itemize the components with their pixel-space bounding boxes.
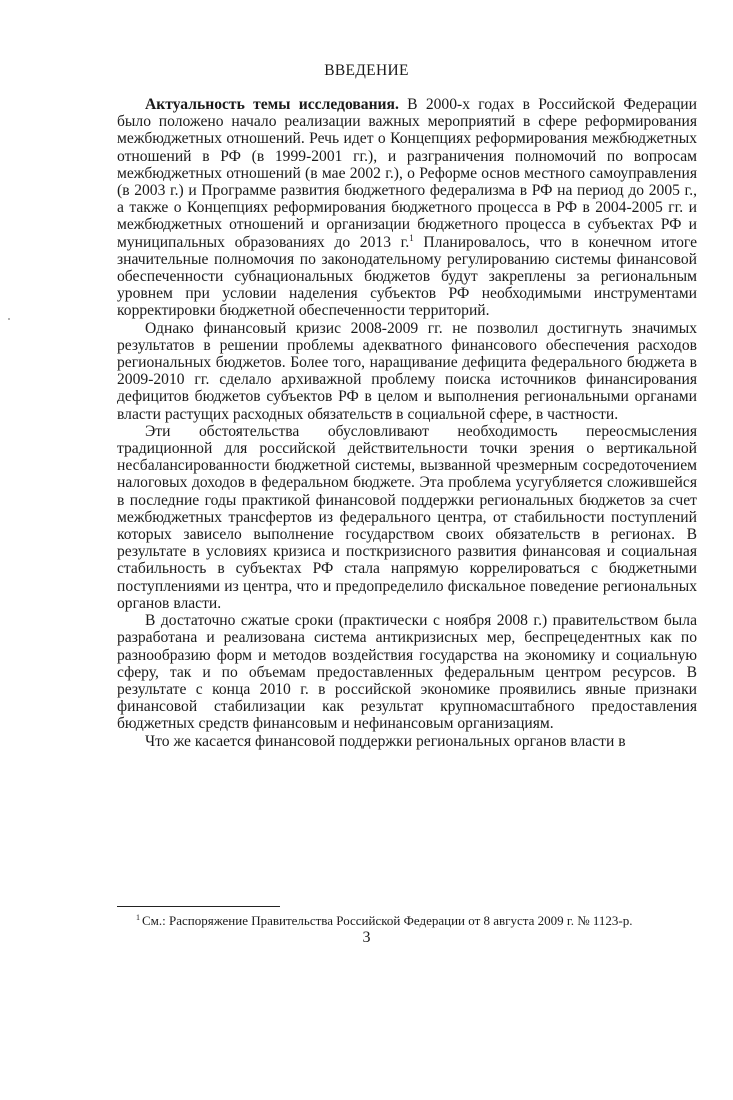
footnote-text: См.: Распоряжение Правительства Российской Федерации от 8 августа 2009 г. № 1123-р. [142,913,633,928]
paragraph-3: Эти обстоятельства обусловливают необходимость переосмысления традиционной для российской действительности точки зрения о вертикальной несбалансированности бюджетной системы, вызванной чрезмерным сосредоточением налоговых доходов в федеральном бюджете. Эта проблема усугубляется сложившейся в последние годы практикой финансовой поддержки региональных бюджетов за счет межбюджетных трансфертов из федерального центра, от стабильности поступлений которых зависело выполнение государством своих обязательств в регионах. В результате в условиях кризиса и посткризисного развития финансовая и социальная стабильность в субъектах РФ стала напрямую коррелироваться с бюджетными поступлениями из центра, что и предопределило фискальное поведение региональных органов власти. [117,422,697,612]
scan-speck [8,318,10,320]
footnote-reference[interactable]: 1 [409,232,414,243]
page-number: 3 [362,929,371,946]
paragraph-lead: Актуальность темы исследования. [145,96,399,113]
paragraph-1-text-b: Планировалось, что в конечном итоге значительные полномочия по законодательному регулированию системы финансовой обеспеченности субнациональных бюджетов будут закреплены за региональным уровнем при условии наделения субъектов РФ необходимыми инструментами корректировки бюджетной обеспеченности территорий. [117,233,698,320]
body-text [117,96,697,750]
section-heading: ВВЕДЕНИЕ [324,62,409,79]
paragraph-1-text-a: В 2000-х годах в Российской Федерации было положено начало реализации важных мероприятий в сфере реформирования межбюджетных отношений. Речь идет о Концепциях реформирования межбюджетных отношений в РФ (в 1999-2001 гг.), и разграничения полномочий по вопросам межбюджетных отношений (в мае 2002 г.), о Реформе основ местного самоуправления (в 2003 г.) и Программе развития бюджетного федерализма в РФ на период до 2005 г., а также о Концепциях реформирования бюджетного процесса в РФ в 2004-2005 гг. и межбюджетных отношений и организации бюджетного процесса в субъектах РФ и муниципальных образованиях до 2013 г. [117,96,697,251]
paragraph-1 [117,96,697,320]
footnote-marker: 1 [136,912,140,922]
paragraph-2: Однако финансовый кризис 2008-2009 гг. не позволил достигнуть значимых результатов в решении проблемы адекватного финансового обеспечения расходов региональных бюджетов. Более того, наращивание дефицита федерального бюджета в 2009-2010 гг. сделало архиважной проблему поиска источников финансирования дефицитов бюджетов субъектов РФ в целом и выполнения региональными органами власти растущих расходных обязательств в социальной сфере, в частности. [117,319,697,423]
footnote [136,913,706,928]
paragraph-4: В достаточно сжатые сроки (практически с ноября 2008 г.) правительством была разработана и реализована система антикризисных мер, беспрецедентных как по разнообразию форм и методов воздействия государства на экономику и социальную сферу, так и по объемам предоставленных федеральным центром ресурсов. В результате с конца 2010 г. в российской экономике проявились явные признаки финансовой стабилизации как результат крупномасштабного предоставления бюджетных средств финансовым и нефинансовым организациям. [117,612,697,733]
paragraph-5: Что же касается финансовой поддержки региональных органов власти в [145,732,626,750]
footnote-divider [117,906,280,907]
